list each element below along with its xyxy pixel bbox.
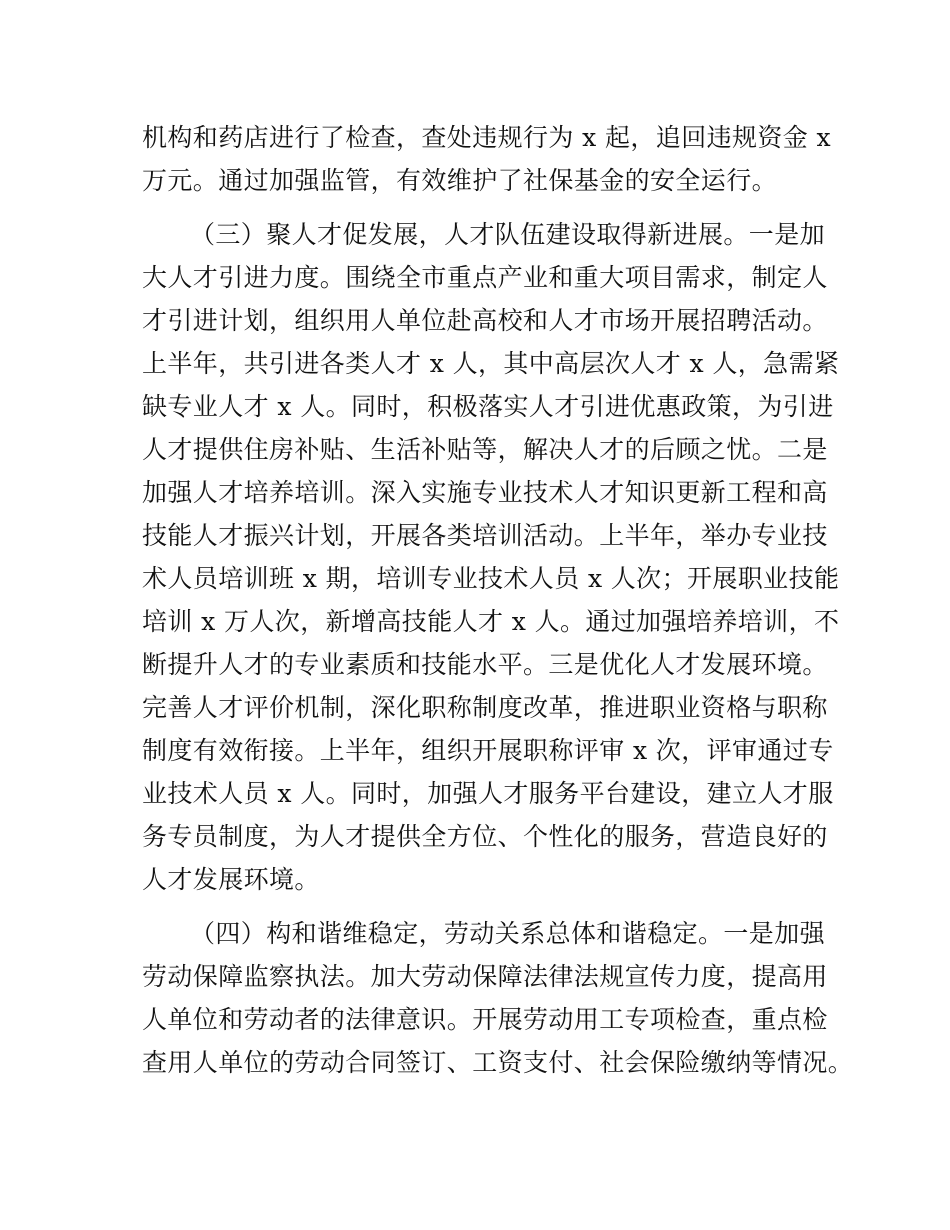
text-line: （四）构和谐维稳定，劳动关系总体和谐稳定。一是加强 [190, 919, 826, 948]
text-line: 完善人才评价机制，深化职称制度改革，推进职业资格与职称 [142, 693, 828, 722]
text-line: 才引进计划，组织用人单位赴高校和人才市场开展招聘活动。 [142, 306, 828, 335]
text-line: 人才发展环境。 [142, 865, 320, 894]
text-line: 培训 x 万人次，新增高技能人才 x 人。通过加强培养培训，不 [142, 607, 840, 636]
text-line: 业技术人员 x 人。同时，加强人才服务平台建设，建立人才服 [142, 779, 834, 808]
text-line: 机构和药店进行了检查，查处违规行为 x 起，追回违规资金 x [142, 123, 832, 152]
text-line: 大人才引进力度。围绕全市重点产业和重大项目需求，制定人 [142, 263, 828, 292]
text-line: 缺专业人才 x 人。同时，积极落实人才引进优惠政策，为引进 [142, 392, 834, 421]
text-line: 人才提供住房补贴、生活补贴等，解决人才的后顾之忧。二是 [142, 435, 828, 464]
text-line: 人单位和劳动者的法律意识。开展劳动用工专项检查，重点检 [142, 1005, 828, 1034]
text-line: 加强人才培养培训。深入实施专业技术人才知识更新工程和高 [142, 478, 828, 507]
text-line: 务专员制度，为人才提供全方位、个性化的服务，营造良好的 [142, 822, 828, 851]
text-line: 查用人单位的劳动合同签订、工资支付、社会保险缴纳等情况。 [142, 1048, 854, 1077]
text-line: 劳动保障监察执法。加大劳动保障法律法规宣传力度，提高用 [142, 962, 828, 991]
text-line: 制度有效衔接。上半年，组织开展职称评审 x 次，评审通过专 [142, 736, 834, 765]
text-line: （三）聚人才促发展，人才队伍建设取得新进展。一是加 [190, 220, 826, 249]
text-line: 上半年，共引进各类人才 x 人，其中高层次人才 x 人，急需紧 [142, 349, 840, 378]
text-line: 术人员培训班 x 期，培训专业技术人员 x 人次；开展职业技能 [142, 564, 840, 593]
text-line: 断提升人才的专业素质和技能水平。三是优化人才发展环境。 [142, 650, 828, 679]
text-line: 技能人才振兴计划，开展各类培训活动。上半年，举办专业技 [142, 521, 828, 550]
text-line: 万元。通过加强监管，有效维护了社保基金的安全运行。 [142, 166, 778, 195]
